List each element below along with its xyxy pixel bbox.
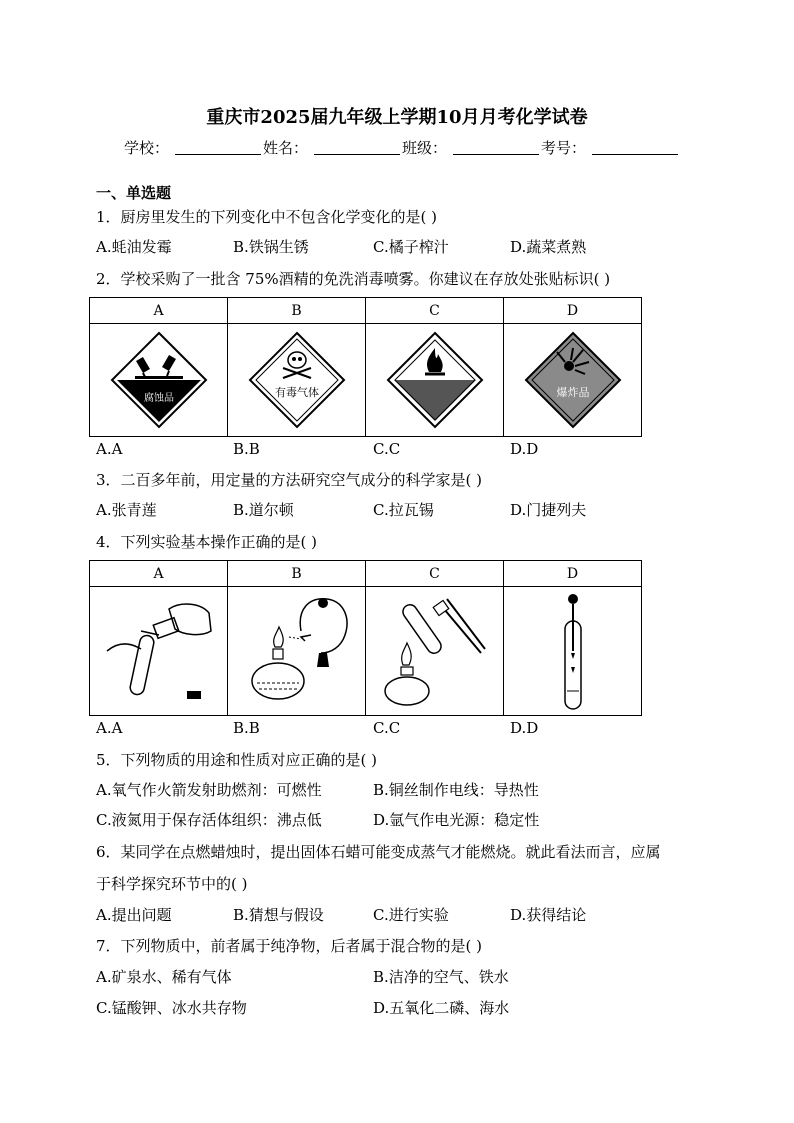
class-blank[interactable] bbox=[453, 140, 539, 155]
name-label: 姓名： bbox=[263, 139, 309, 157]
explosive-sign-icon bbox=[523, 330, 623, 430]
q5-option-b[interactable]: B.铜丝制作电线：导热性 bbox=[373, 781, 539, 799]
q4-cell-d bbox=[504, 587, 642, 716]
q4-option-d[interactable]: D.D bbox=[510, 719, 539, 737]
q6-option-d[interactable]: D.获得结论 bbox=[510, 906, 587, 924]
class-label: 班级： bbox=[402, 139, 448, 157]
q3-option-b[interactable]: B.道尔顿 bbox=[233, 501, 294, 519]
explosive-sign-text: 爆炸品 bbox=[556, 386, 589, 399]
question-3-stem: 3．二百多年前，用定量的方法研究空气成分的科学家是( ) bbox=[96, 471, 483, 489]
question-7-stem: 7．下列物质中，前者属于纯净物，后者属于混合物的是( ) bbox=[96, 937, 483, 955]
q6-option-c[interactable]: C.进行实验 bbox=[373, 906, 449, 924]
question-5-stem: 5．下列物质的用途和性质对应正确的是( ) bbox=[96, 751, 378, 769]
q1-option-d[interactable]: D.蔬菜煮熟 bbox=[510, 238, 587, 256]
q2-option-b[interactable]: B.B bbox=[233, 440, 260, 458]
question-1-stem: 1．厨房里发生的下列变化中不包含化学变化的是( ) bbox=[96, 208, 438, 226]
q4-option-c[interactable]: C.C bbox=[373, 719, 401, 737]
q2-option-a[interactable]: A.A bbox=[96, 440, 123, 458]
q2-option-c[interactable]: C.C bbox=[373, 440, 401, 458]
q2-header-b: B bbox=[228, 298, 366, 324]
question-2-stem: 2．学校采购了一批含 75%酒精的免洗消毒喷雾。你建议在存放处张贴标识( ) bbox=[96, 270, 611, 288]
q4-cell-b bbox=[228, 587, 366, 716]
q2-cell-a bbox=[90, 324, 228, 437]
heating-tube-icon bbox=[373, 591, 497, 711]
dropper-tube-icon bbox=[511, 591, 635, 711]
number-label: 考号： bbox=[541, 139, 587, 157]
question-4-stem: 4．下列实验基本操作正确的是( ) bbox=[96, 533, 318, 551]
school-blank[interactable] bbox=[175, 140, 261, 155]
q3-option-c[interactable]: C.拉瓦锡 bbox=[373, 501, 434, 519]
q1-option-a[interactable]: A.蚝油发霉 bbox=[96, 238, 172, 256]
q2-header-c: C bbox=[366, 298, 504, 324]
corrosive-sign-text: 腐蚀品 bbox=[143, 393, 174, 404]
q7-option-c[interactable]: C.锰酸钾、冰水共存物 bbox=[96, 999, 247, 1017]
q2-cell-c bbox=[366, 324, 504, 437]
q4-header-b: B bbox=[228, 561, 366, 587]
q5-option-a[interactable]: A.氧气作火箭发射助燃剂：可燃性 bbox=[96, 781, 322, 799]
section-heading: 一、单选题 bbox=[96, 184, 172, 202]
pouring-liquid-icon bbox=[97, 591, 221, 711]
q4-lab-table bbox=[89, 560, 642, 716]
toxic-gas-sign-icon bbox=[247, 330, 347, 430]
corrosive-sign-icon bbox=[109, 330, 209, 430]
exam-title: 重庆市2025届九年级上学期10月月考化学试卷 bbox=[206, 107, 588, 128]
q2-cell-b bbox=[228, 324, 366, 437]
q4-cell-c bbox=[366, 587, 504, 716]
q4-option-a[interactable]: A.A bbox=[96, 719, 123, 737]
q5-option-c[interactable]: C.液氮用于保存活体组织：沸点低 bbox=[96, 811, 322, 829]
name-blank[interactable] bbox=[314, 140, 400, 155]
question-6-stem-continued: 于科学探究环节中的( ) bbox=[96, 875, 248, 893]
school-label: 学校： bbox=[124, 139, 170, 157]
q2-header-a: A bbox=[90, 298, 228, 324]
q2-sign-table bbox=[89, 297, 642, 437]
q4-cell-a bbox=[90, 587, 228, 716]
q4-option-b[interactable]: B.B bbox=[233, 719, 260, 737]
q4-header-a: A bbox=[90, 561, 228, 587]
q3-option-d[interactable]: D.门捷列夫 bbox=[510, 501, 587, 519]
q2-cell-d bbox=[504, 324, 642, 437]
q2-header-d: D bbox=[504, 298, 642, 324]
q2-option-d[interactable]: D.D bbox=[510, 440, 539, 458]
flammable-sign-icon bbox=[385, 330, 485, 430]
q5-option-d[interactable]: D.氩气作电光源：稳定性 bbox=[373, 811, 540, 829]
q6-option-a[interactable]: A.提出问题 bbox=[96, 906, 172, 924]
q1-option-b[interactable]: B.铁锅生锈 bbox=[233, 238, 309, 256]
q1-option-c[interactable]: C.橘子榨汁 bbox=[373, 238, 449, 256]
q7-option-b[interactable]: B.洁净的空气、铁水 bbox=[373, 968, 509, 986]
q4-header-c: C bbox=[366, 561, 504, 587]
q6-option-b[interactable]: B.猜想与假设 bbox=[233, 906, 324, 924]
question-6-stem: 6．某同学在点燃蜡烛时，提出固体石蜡可能变成蒸气才能燃烧。就此看法而言，应属 bbox=[96, 843, 661, 861]
number-blank[interactable] bbox=[592, 140, 678, 155]
q7-option-a[interactable]: A.矿泉水、稀有气体 bbox=[96, 968, 232, 986]
q7-option-d[interactable]: D.五氧化二磷、海水 bbox=[373, 999, 510, 1017]
q3-option-a[interactable]: A.张青莲 bbox=[96, 501, 157, 519]
student-info-row bbox=[124, 137, 680, 158]
q4-header-d: D bbox=[504, 561, 642, 587]
blowing-lamp-icon bbox=[235, 591, 359, 711]
toxic-gas-sign-text: 有毒气体 bbox=[274, 386, 319, 399]
